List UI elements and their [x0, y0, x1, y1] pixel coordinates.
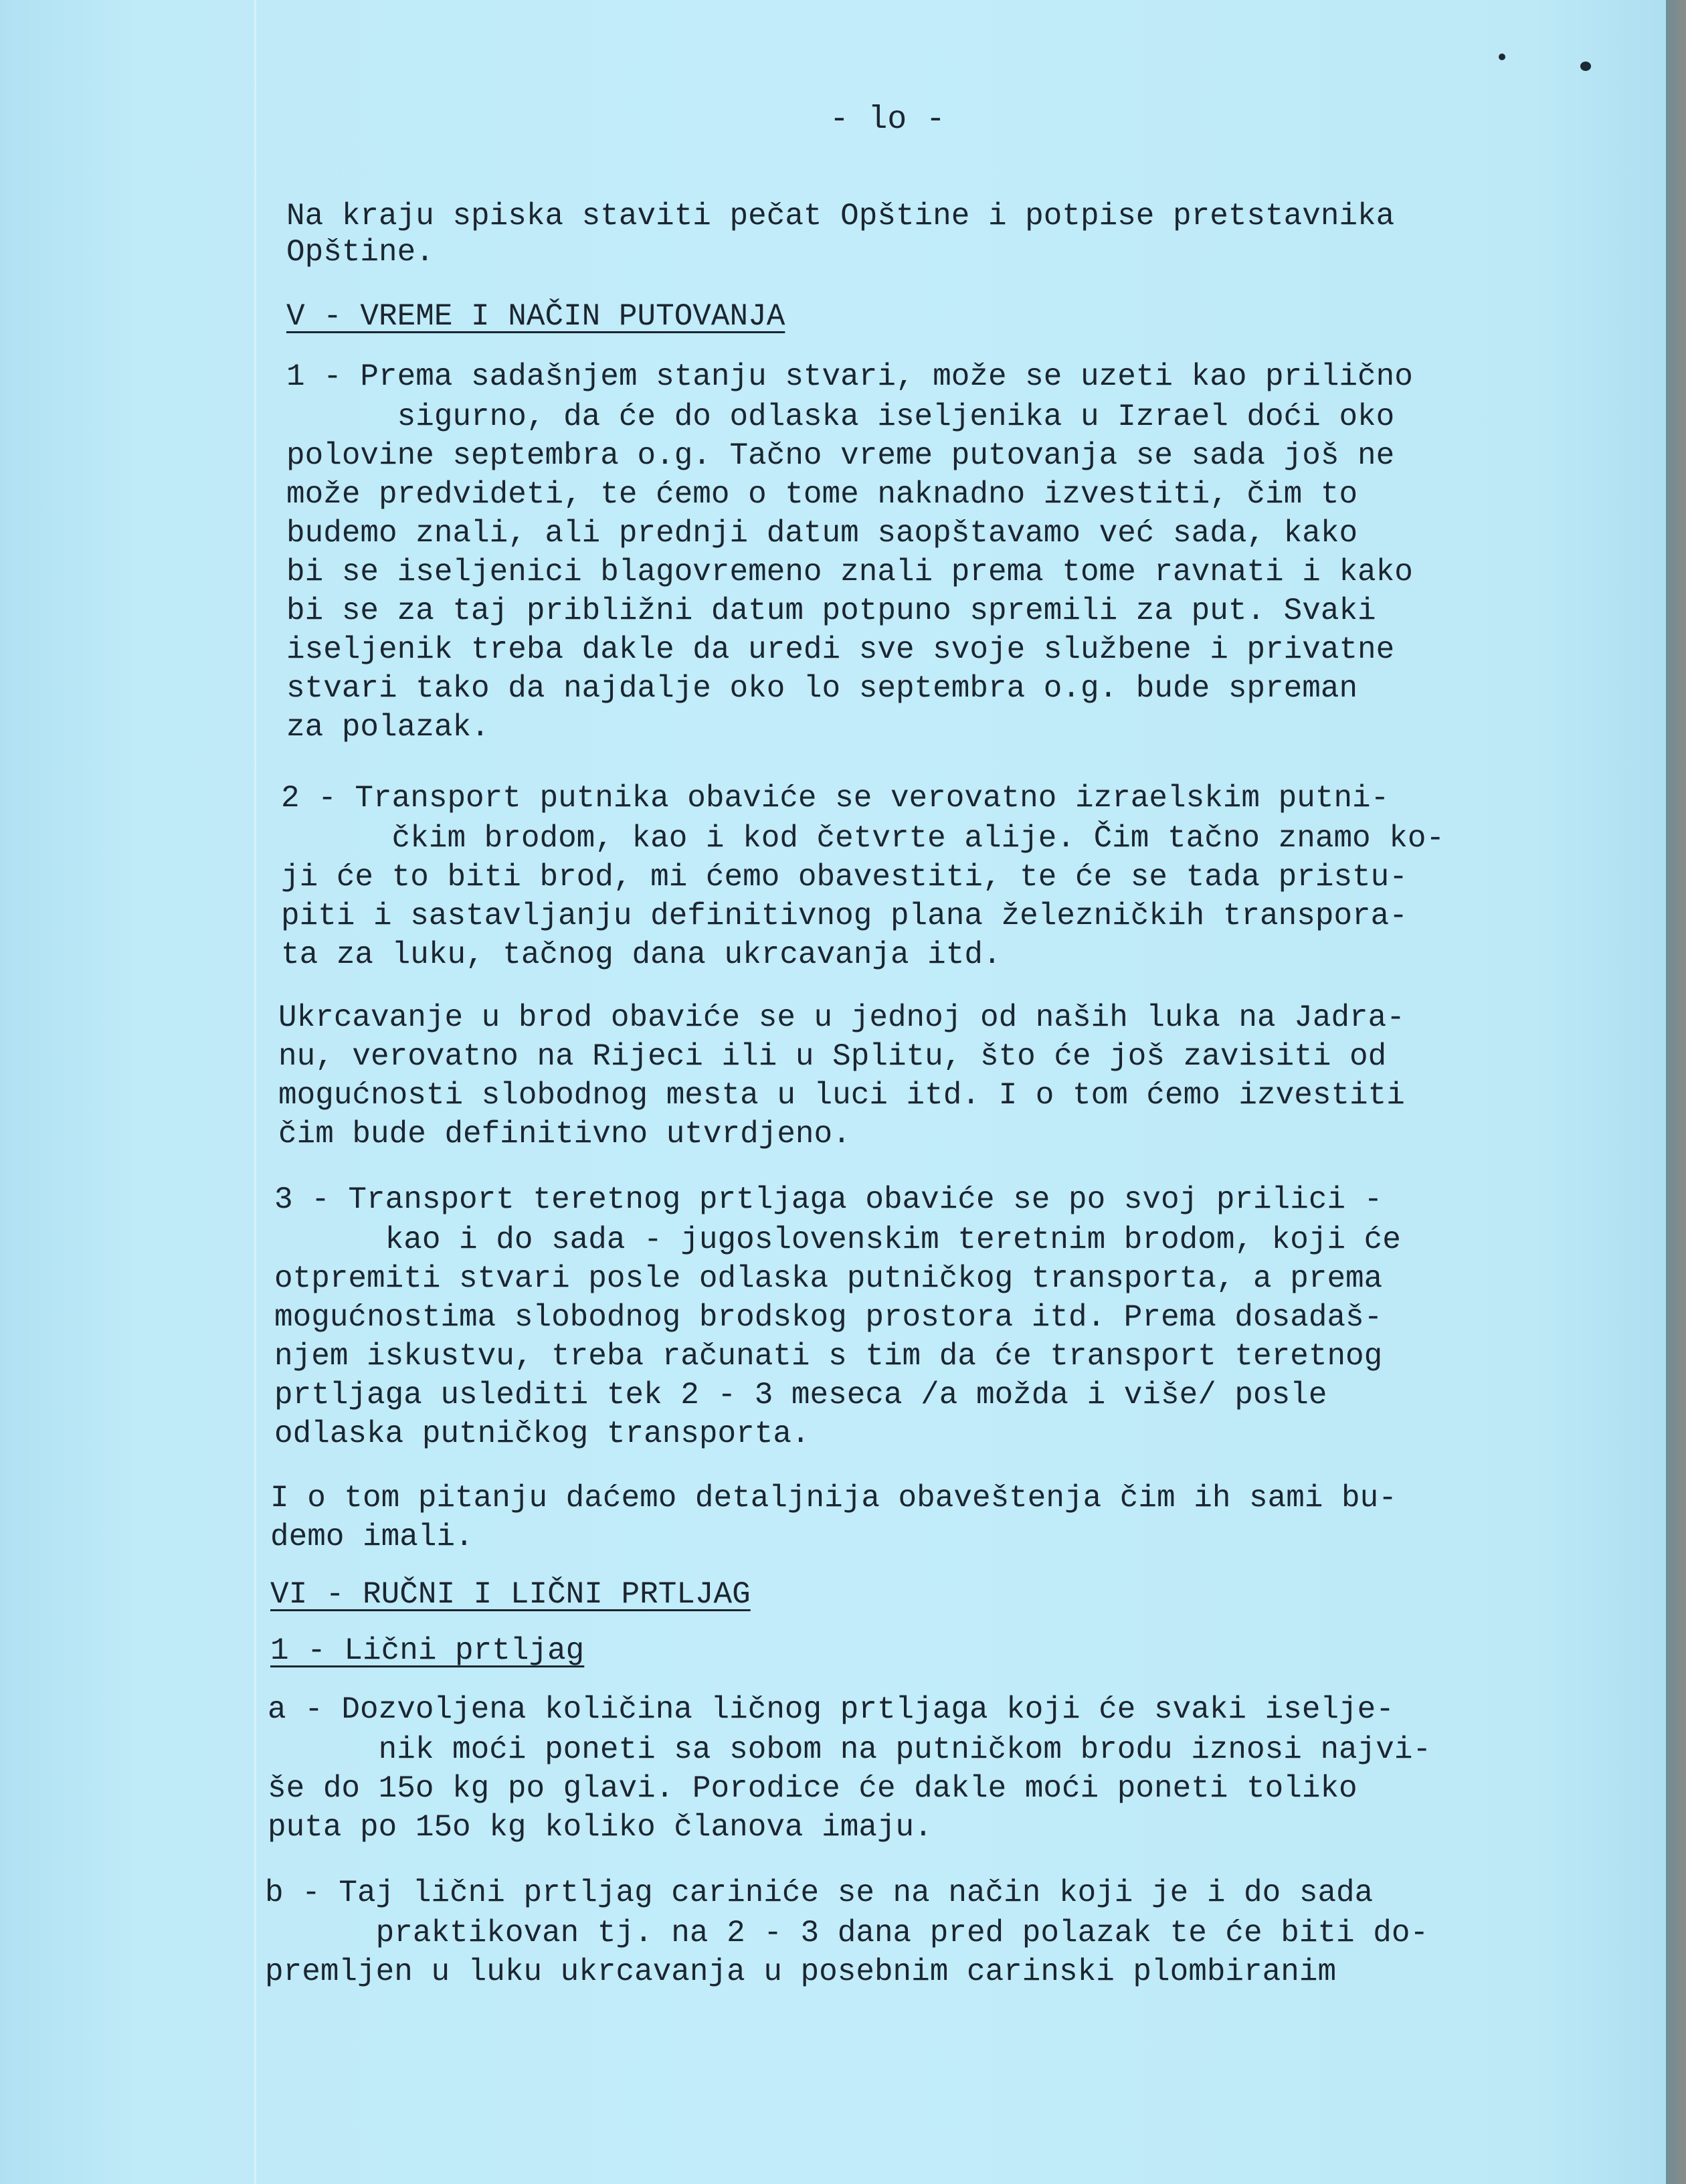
text-line: I o tom pitanju daćemo detaljnija obaveštenja čim ih sami bu-	[270, 1481, 1397, 1516]
text-line: praktikovan tj. na 2 - 3 dana pred polazak te će biti do-	[265, 1916, 1429, 1950]
text-line: kao i do sada - jugoslovenskim teretnim brodom, koji će	[274, 1222, 1401, 1257]
text-line: Ukrcavanje u brod obaviće se u jednoj od naših luka na Jadra-	[278, 1000, 1405, 1035]
text-line: njem iskustvu, treba računati s tim da će transport teretnog	[274, 1339, 1383, 1374]
text-line: 3 - Transport teretnog prtljaga obaviće se po svoj prilici -	[274, 1182, 1383, 1217]
section-heading: VI - RUČNI I LIČNI PRTLJAG	[270, 1577, 751, 1612]
text-line: čkim brodom, kao i kod četvrte alije. Čim tačno znamo ko-	[281, 821, 1445, 856]
text-line: čim bude definitivno utvrdjeno.	[278, 1117, 851, 1152]
text-line: ji će to biti brod, mi ćemo obavestiti, te će se tada pristu-	[281, 860, 1408, 895]
text-line: za polazak.	[286, 710, 490, 745]
text-line: bi se za taj približni datum potpuno spremili za put. Svaki	[286, 594, 1376, 628]
text-line: odlaska putničkog transporta.	[274, 1417, 810, 1451]
text-line: nu, verovatno na Rijeci ili u Splitu, što će još zavisiti od	[278, 1039, 1387, 1074]
text-line: može predvideti, te ćemo o tome naknadno izvestiti, čim to	[286, 477, 1358, 512]
text-line: piti i sastavljanju definitivnog plana železničkih transpora-	[281, 899, 1408, 933]
text-line: b - Taj lični prtljag cariniće se na način koji je i do sada	[265, 1876, 1374, 1910]
text-line: prtljaga uslediti tek 2 - 3 meseca /a možda i više/ posle	[274, 1378, 1327, 1413]
text-line: mogućnostima slobodnog brodskog prostora itd. Prema dosadaš-	[274, 1300, 1383, 1335]
text-line: bi se iseljenici blagovremeno znali prema tome ravnati i kako	[286, 555, 1413, 589]
text-line: iseljenik treba dakle da uredi sve svoje službene i privatne	[286, 632, 1395, 667]
text-line: a - Dozvoljena količina ličnog prtljaga koji će svaki iselje-	[268, 1692, 1394, 1727]
text-line: 2 - Transport putnika obaviće se verovatno izraelskim putni-	[281, 781, 1390, 816]
text-line: sigurno, da će do odlaska iseljenika u Izrael doći oko	[286, 399, 1395, 434]
scan-edge	[1666, 0, 1686, 2184]
text-line: otpremiti stvari posle odlaska putničkog transporta, a prema	[274, 1261, 1383, 1296]
text-line: nik moći poneti sa sobom na putničkom brodu iznosi najvi-	[268, 1732, 1432, 1767]
text-line: ta za luku, tačnog dana ukrcavanja itd.	[281, 937, 1002, 972]
page-number: - lo -	[830, 102, 945, 138]
text-line: premljen u luku ukrcavanja u posebnim carinski plombiranim	[265, 1954, 1337, 1989]
subsection-heading: 1 - Lični prtljag	[270, 1633, 585, 1668]
text-line: demo imali.	[270, 1520, 474, 1554]
text-line: stvari tako da najdalje oko lo septembra o.g. bude spreman	[286, 671, 1358, 706]
text-line: budemo znali, ali prednji datum saopštavamo već sada, kako	[286, 516, 1358, 551]
text-line: Opštine.	[286, 235, 434, 270]
text-line: mogućnosti slobodnog mesta u luci itd. I o tom ćemo izvestiti	[278, 1078, 1405, 1113]
section-heading: V - VREME I NAČIN PUTOVANJA	[286, 299, 785, 334]
text-line: še do 15o kg po glavi. Porodice će dakle moći poneti toliko	[268, 1771, 1357, 1806]
text-line: puta po 15o kg koliko članova imaju.	[268, 1810, 933, 1845]
text-line: Na kraju spiska staviti pečat Opštine i potpise pretstavnika	[286, 199, 1395, 234]
text-line: 1 - Prema sadašnjem stanju stvari, može se uzeti kao prilično	[286, 359, 1413, 394]
text-line: polovine septembra o.g. Tačno vreme putovanja se sada još ne	[286, 438, 1395, 473]
